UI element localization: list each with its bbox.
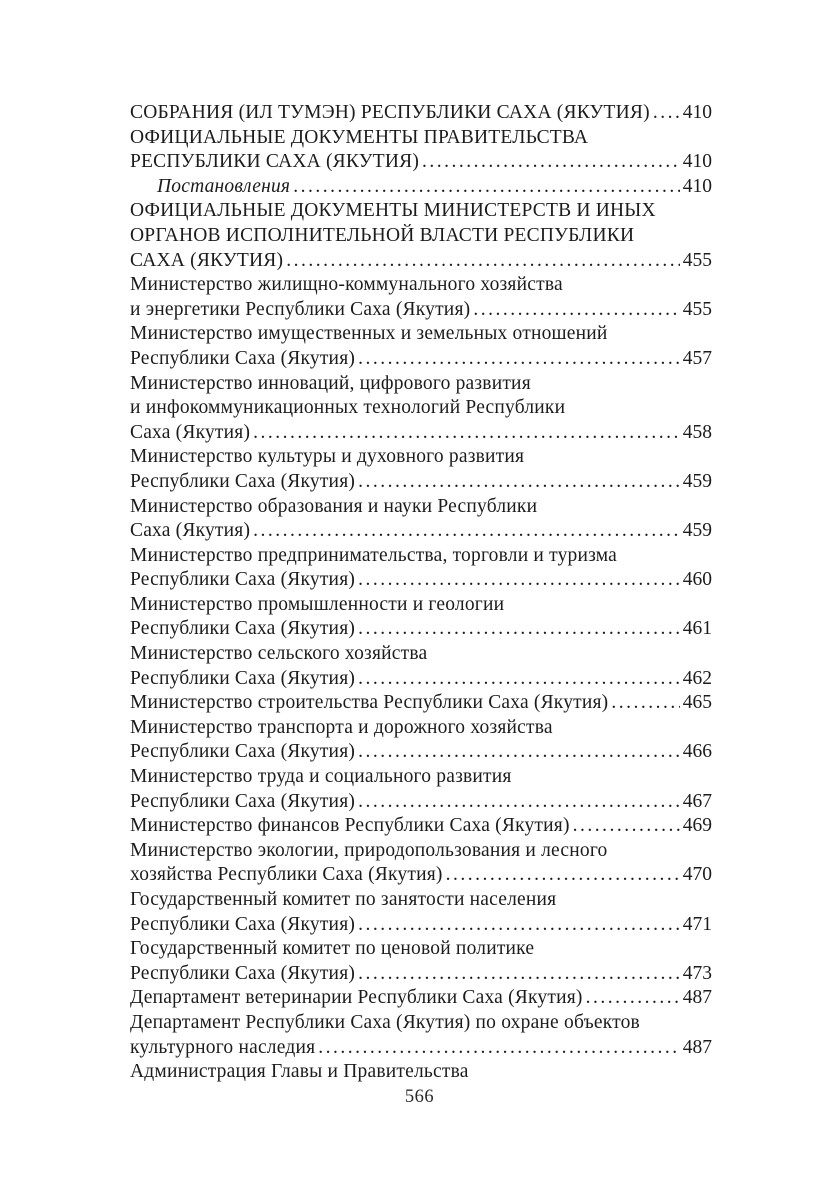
toc-line xyxy=(130,273,712,298)
toc-leader-dots xyxy=(318,1036,679,1061)
toc-entry-text: и энергетики Республики Саха (Якутия) xyxy=(130,298,471,320)
toc-entry-text: Саха (Якутия) xyxy=(130,421,251,443)
toc-leader-dots xyxy=(358,667,680,692)
toc-page-number: 461 xyxy=(682,618,712,640)
toc-entry-text: Министерство жилищно-коммунального хозяйства xyxy=(130,274,563,296)
toc-line xyxy=(130,519,712,544)
toc-page-number: 410 xyxy=(682,102,712,123)
toc-leader-dots xyxy=(573,814,680,839)
toc-page-number: 471 xyxy=(682,913,712,935)
toc-entry-text: культурного наследия xyxy=(130,1036,316,1058)
toc-entry-text: ОРГАНОВ ИСПОЛНИТЕЛЬНОЙ ВЛАСТИ РЕСПУБЛИКИ xyxy=(130,224,635,246)
toc-page-number: 487 xyxy=(682,1036,712,1058)
toc-line xyxy=(130,150,712,175)
toc-leader-dots xyxy=(446,863,680,888)
toc-entry-text: Министерство транспорта и дорожного хозяйства xyxy=(130,716,553,738)
toc-leader-dots xyxy=(358,347,680,372)
toc-page-number: 465 xyxy=(682,692,712,714)
toc-entry-text: Постановления xyxy=(157,175,291,197)
toc-entry-text: Республики Саха (Якутия) xyxy=(130,962,356,984)
toc-line xyxy=(130,544,712,569)
toc-leader-dots xyxy=(358,740,680,765)
toc-entry-text: СОБРАНИЯ (ИЛ ТУМЭН) РЕСПУБЛИКИ САХА (ЯКУТИЯ) xyxy=(130,102,650,123)
toc-leader-dots xyxy=(253,421,680,446)
toc-entry-text: Республики Саха (Якутия) xyxy=(130,667,356,689)
toc-entry-text: САХА (ЯКУТИЯ) xyxy=(130,249,284,271)
toc-leader-dots xyxy=(358,790,680,815)
toc-entry-text: ОФИЦИАЛЬНЫЕ ДОКУМЕНТЫ ПРАВИТЕЛЬСТВА xyxy=(130,126,589,148)
toc-page-number: 462 xyxy=(682,667,712,689)
toc-entry-text: Министерство предпринимательства, торговли и туризма xyxy=(130,544,618,566)
toc-page-number: 459 xyxy=(682,520,712,542)
toc-line xyxy=(130,888,712,913)
toc-line xyxy=(130,765,712,790)
toc-entry-text: Республики Саха (Якутия) xyxy=(130,470,356,492)
toc-line xyxy=(130,740,712,765)
toc-entry-text: и инфокоммуникационных технологий Республики xyxy=(130,397,566,419)
toc-line xyxy=(130,1060,712,1085)
toc-entry-text: Министерство финансов Республики Саха (Якутия) xyxy=(130,815,570,837)
toc-page-number: 410 xyxy=(682,151,712,173)
toc-page-number: 467 xyxy=(682,790,712,812)
toc-leader-dots xyxy=(286,249,680,274)
toc-entry-text: Департамент Республики Саха (Якутия) по охране объектов xyxy=(130,1011,640,1033)
toc-entry-text: Министерство экологии, природопользования и лесного xyxy=(130,839,608,861)
toc-line xyxy=(130,568,712,593)
toc-leader-dots xyxy=(473,298,679,323)
toc-leader-dots xyxy=(358,962,680,987)
toc-entry-text: Республики Саха (Якутия) xyxy=(130,741,356,763)
table-of-contents xyxy=(130,101,712,1085)
toc-leader-dots xyxy=(358,470,680,495)
toc-line xyxy=(130,249,712,274)
toc-entry-text: Министерство промышленности и геологии xyxy=(130,593,505,615)
toc-entry-text: Республики Саха (Якутия) xyxy=(130,913,356,935)
toc-line xyxy=(130,101,712,126)
toc-entry-text: Администрация Главы и Правительства xyxy=(130,1061,469,1083)
toc-leader-dots xyxy=(358,568,680,593)
toc-page-number: 455 xyxy=(682,249,712,271)
toc-entry-text: Министерство сельского хозяйства xyxy=(130,643,428,665)
toc-line xyxy=(130,986,712,1011)
toc-entry-text: Министерство культуры и духовного развития xyxy=(130,446,525,468)
toc-line xyxy=(130,863,712,888)
toc-entry-text: ОФИЦИАЛЬНЫЕ ДОКУМЕНТЫ МИНИСТЕРСТВ И ИНЫХ xyxy=(130,200,656,222)
toc-line xyxy=(130,1036,712,1061)
toc-line xyxy=(130,421,712,446)
toc-entry-text: РЕСПУБЛИКИ САХА (ЯКУТИЯ) xyxy=(130,151,420,173)
toc-leader-dots xyxy=(293,175,680,200)
toc-line xyxy=(130,175,712,200)
toc-page-number: 455 xyxy=(682,298,712,320)
toc-line xyxy=(130,445,712,470)
toc-line xyxy=(130,593,712,618)
toc-leader-dots xyxy=(586,986,680,1011)
toc-leader-dots xyxy=(358,913,680,938)
toc-line xyxy=(130,298,712,323)
toc-line xyxy=(130,667,712,692)
toc-entry-text: Республики Саха (Якутия) xyxy=(130,569,356,591)
toc-page-number: 410 xyxy=(682,175,712,197)
toc-line xyxy=(130,1011,712,1036)
toc-line xyxy=(130,199,712,224)
toc-page-number: 487 xyxy=(682,987,712,1009)
toc-page-number: 460 xyxy=(682,569,712,591)
toc-entry-text: Республики Саха (Якутия) xyxy=(130,347,356,369)
toc-line xyxy=(130,470,712,495)
toc-entry-text: Саха (Якутия) xyxy=(130,520,251,542)
toc-page-number: 459 xyxy=(682,470,712,492)
toc-line xyxy=(130,839,712,864)
toc-leader-dots xyxy=(611,691,679,716)
toc-line xyxy=(130,347,712,372)
toc-line xyxy=(130,642,712,667)
toc-page-number: 458 xyxy=(682,421,712,443)
toc-entry-text: Республики Саха (Якутия) xyxy=(130,618,356,640)
toc-leader-dots xyxy=(253,519,680,544)
page-number: 566 xyxy=(404,1087,435,1107)
toc-entry-text: Министерство образования и науки Республики xyxy=(130,495,538,517)
toc-line xyxy=(130,691,712,716)
toc-line xyxy=(130,814,712,839)
toc-leader-dots xyxy=(358,617,680,642)
toc-line xyxy=(130,396,712,421)
toc-page-number: 473 xyxy=(682,962,712,984)
toc-line xyxy=(130,224,712,249)
toc-page-number: 466 xyxy=(682,741,712,763)
toc-line xyxy=(130,937,712,962)
toc-line xyxy=(130,495,712,520)
toc-line xyxy=(130,913,712,938)
toc-line xyxy=(130,322,712,347)
toc-page-number: 457 xyxy=(682,347,712,369)
toc-entry-text: Министерство труда и социального развития xyxy=(130,766,512,788)
toc-entry-text: Министерство строительства Республики Саха (Якутия) xyxy=(130,692,609,714)
toc-page-number: 470 xyxy=(682,864,712,886)
toc-entry-text: Министерство имущественных и земельных отношений xyxy=(130,323,608,345)
toc-leader-dots xyxy=(653,101,680,126)
toc-line xyxy=(130,716,712,741)
toc-entry-text: Государственный комитет по ценовой политике xyxy=(130,938,535,960)
toc-entry-text: Департамент ветеринарии Республики Саха (Якутия) xyxy=(130,987,583,1009)
toc-entry-text: хозяйства Республики Саха (Якутия) xyxy=(130,864,443,886)
toc-line xyxy=(130,372,712,397)
toc-line xyxy=(130,962,712,987)
toc-line xyxy=(130,617,712,642)
toc-entry-text: Республики Саха (Якутия) xyxy=(130,790,356,812)
toc-leader-dots xyxy=(422,150,680,175)
toc-entry-text: Министерство инноваций, цифрового развития xyxy=(130,372,531,394)
toc-page-number: 469 xyxy=(682,815,712,837)
toc-line xyxy=(130,790,712,815)
toc-line xyxy=(130,126,712,151)
toc-entry-text: Государственный комитет по занятости населения xyxy=(130,889,557,910)
